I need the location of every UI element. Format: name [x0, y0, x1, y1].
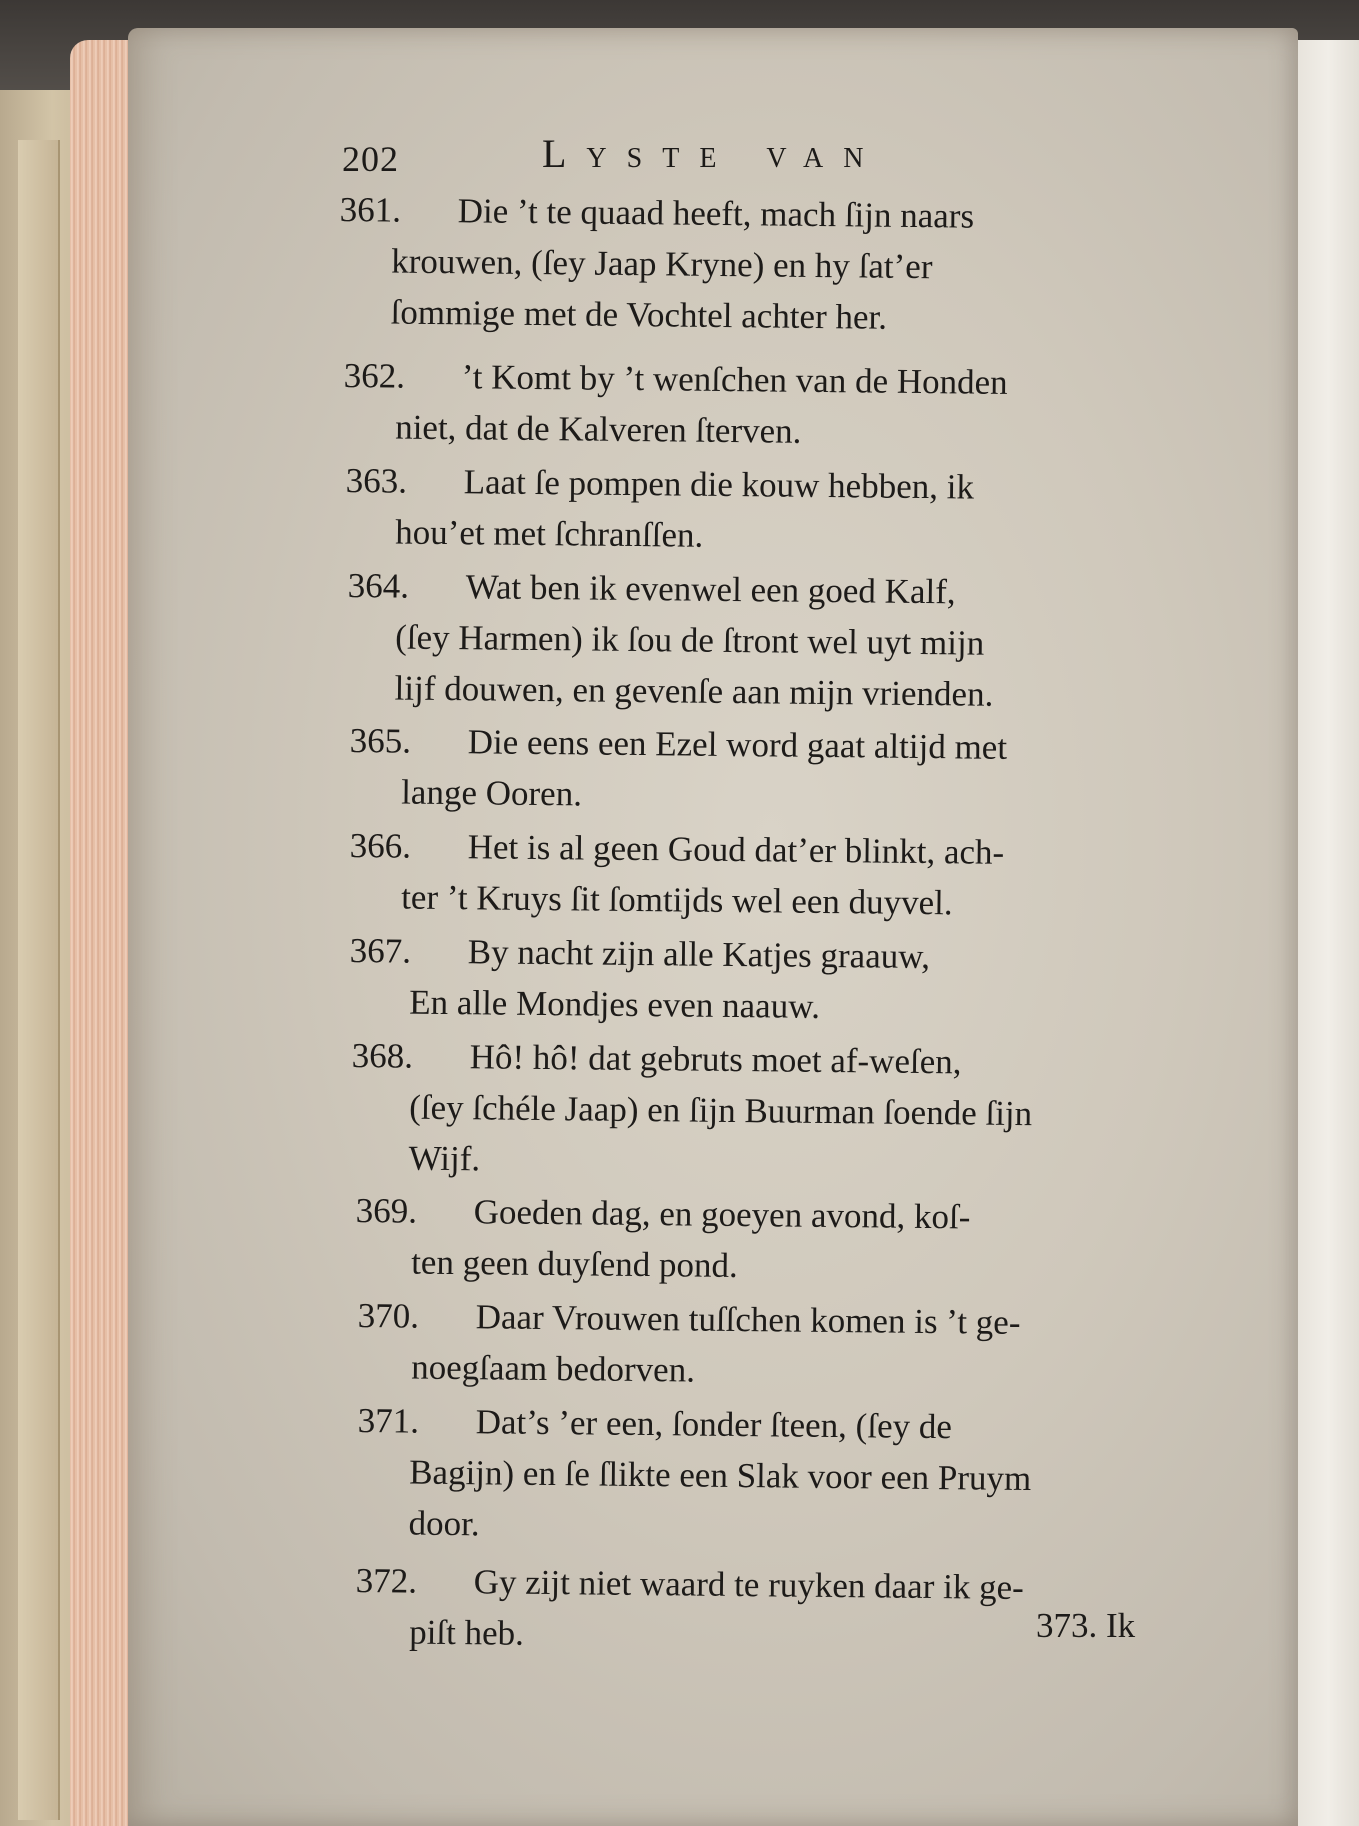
list-item [355, 1185, 971, 1293]
page-number: 202 [342, 139, 399, 179]
entry-line: ſommige met de Vochtel achter her. [390, 292, 888, 337]
entry-line: ’t Komt by ’t wenſchen van de Honden [461, 357, 1008, 402]
entry-line: Dat’s ’er een, ſonder ſteen, (ſey de [475, 1402, 953, 1447]
entry-line: Bagijn) en ſe ſlikte een Slak voor een Pruym [408, 1452, 1032, 1499]
list-item [349, 715, 1007, 824]
entry-line: ten geen duyſend pond. [410, 1242, 738, 1286]
list-item [345, 455, 974, 564]
entry-line: Wat ben ik evenwel een goed Kalf, [465, 567, 956, 612]
entry-number: 362. [343, 355, 406, 396]
entry-line: En alle Mondjes even naauw. [408, 982, 821, 1026]
entry-line: Hô! hô! dat gebruts moet af-weſen, [469, 1037, 962, 1082]
list-item [349, 925, 930, 1033]
entry-number: 367. [349, 930, 412, 971]
entry-number: 366. [349, 825, 412, 866]
entry-line: Wijf. [408, 1138, 481, 1179]
entry-number: 369. [355, 1190, 418, 1231]
list-item [357, 1290, 1021, 1399]
entry-number: 361. [339, 189, 402, 230]
list-item [355, 1555, 1024, 1664]
entry-line: Daar Vrouwen tuſſchen komen is ’t ge- [475, 1297, 1021, 1342]
entry-number: 371. [357, 1400, 420, 1441]
entry-number: 364. [347, 565, 410, 606]
entry-line: noegſaam bedorven. [410, 1347, 696, 1390]
list-item [350, 1030, 1033, 1190]
entry-number: 365. [349, 720, 412, 761]
entry-line: Goeden dag, en goeyen avond, koſ- [473, 1192, 971, 1237]
entry-line: By nacht zijn alle Katjes graauw, [467, 932, 931, 977]
entry-number: 372. [355, 1560, 418, 1601]
entry-number: 370. [357, 1295, 420, 1336]
list-item [346, 560, 994, 720]
entry-line: Gy zijt niet waard te ruyken daar ik ge- [473, 1562, 1024, 1607]
entry-line: lijf douwen, en gevenſe aan mijn vrienden. [394, 668, 994, 714]
entry-line: door. [408, 1503, 480, 1544]
entry-line: Het is al geen Goud dat’er blinkt, ach- [467, 827, 1005, 872]
list-item [338, 184, 974, 344]
list-item [356, 1395, 1032, 1555]
entry-number: 363. [345, 460, 408, 501]
entry-line: (ſey ſchéle Jaap) en ſijn Buurman ſoende ſijn [408, 1087, 1033, 1134]
entry-line: niet, dat de Kalveren ſterven. [394, 407, 802, 451]
entry-number: 368. [351, 1035, 414, 1076]
list-item [343, 350, 1008, 459]
entry-line: Laat ſe pompen die kouw hebben, ik [463, 462, 975, 507]
entry-line: krouwen, (ſey Jaap Kryne) en hy ſat’er [390, 241, 933, 287]
running-head: Lyste van [542, 131, 884, 176]
entry-line: piſt heb. [408, 1612, 525, 1653]
list-item [349, 820, 1005, 929]
entry-line: lange Ooren. [400, 772, 583, 814]
entry-line: Die ’t te quaad heeft, mach ſijn naars [457, 191, 975, 236]
entry-line: hou’et met ſchranſſen. [394, 512, 704, 555]
catchword: 373. Ik [1036, 1606, 1136, 1645]
entry-line: Die eens een Ezel word gaat altijd met [467, 722, 1008, 767]
entry-line: (ſey Harmen) ik ſou de ſtront wel uyt mijn [394, 617, 985, 663]
entry-line: ter ’t Kruys ſit ſomtijds wel een duyvel. [400, 877, 953, 923]
